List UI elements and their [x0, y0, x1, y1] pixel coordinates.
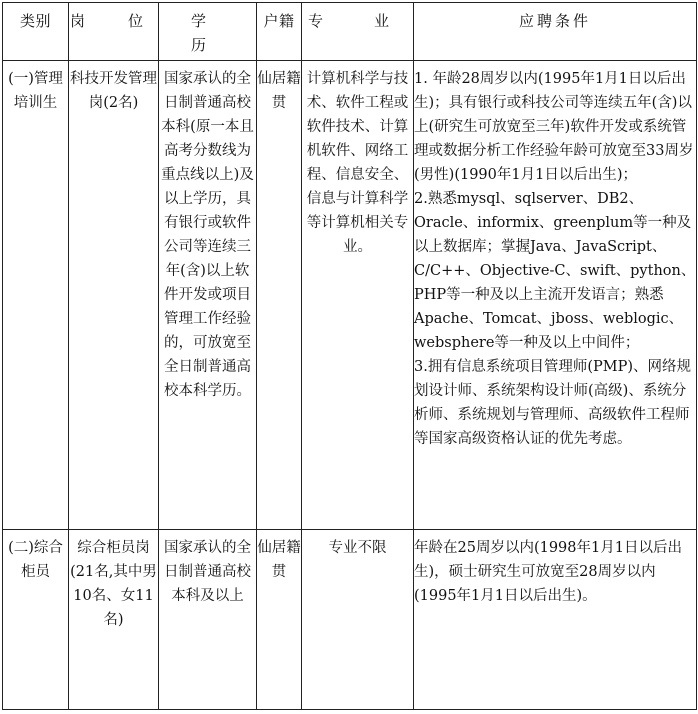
cell-hukou: 仙居籍贯	[257, 61, 302, 530]
header-requirements: 应聘条件	[414, 3, 697, 61]
cell-education: 国家承认的全日制普通高校本科及以上	[159, 529, 257, 709]
header-hukou: 户籍	[257, 3, 302, 61]
cell-requirements: 1. 年龄28周岁以内(1995年1月1日以后出生)；具有银行或科技公司等连续五年(含)以上(研究生可放宽至三年)软件开发或系统管理或数据分析工作经验年龄可放宽至33周岁(男性)(1990年1月1日以后出生)； 2.熟悉mysql、sqlserver、DB2、Oracle、informix、greenplum等一种及以上数据库；掌握Java、JavaScript、C/C++、Objective-C、swift、python、PHP等一种及以上主流开发语言；熟悉Apache、Tomcat、jboss、weblogic、websphere等一种及以上中间件； 3.拥有信息系统项目管理师(PMP)、网络规划设计师、系统架构设计师(高级)、系统分析师、系统规划与管理师、高级软件工程师等国家高级资格认证的优先考虑。	[414, 61, 697, 530]
header-row	[3, 3, 697, 61]
cell-major: 专业不限	[302, 529, 414, 709]
cell-education: 国家承认的全日制普通高校本科(原一本且高考分数线为重点线以上)及以上学历，具有银行或软件公司等连续三年(含)以上软件开发或项目管理工作经验的，可放宽至全日制普通高校本科学历。	[159, 61, 257, 530]
header-education: 学 历	[159, 3, 257, 61]
recruitment-table	[2, 2, 697, 710]
cell-requirements: 年龄在25周岁以内(1998年1月1日以后出生)，硕士研究生可放宽至28周岁以内(1995年1月1日以后出生)。	[414, 529, 697, 709]
header-position: 岗 位	[69, 3, 159, 61]
cell-category: (二)综合柜员	[3, 529, 69, 709]
cell-major: 计算机科学与技术、软件工程或软件技术、计算机软件、网络工程、信息安全、信息与计算科学等计算机相关专业。	[302, 61, 414, 530]
table-row	[3, 529, 697, 709]
table-row	[3, 61, 697, 530]
cell-position: 科技开发管理岗(2名)	[69, 61, 159, 530]
header-category: 类别	[3, 3, 69, 61]
cell-position: 综合柜员岗(21名,其中男10名、女11名)	[69, 529, 159, 709]
cell-hukou: 仙居籍贯	[257, 529, 302, 709]
cell-category: (一)管理培训生	[3, 61, 69, 530]
header-major: 专 业	[302, 3, 414, 61]
